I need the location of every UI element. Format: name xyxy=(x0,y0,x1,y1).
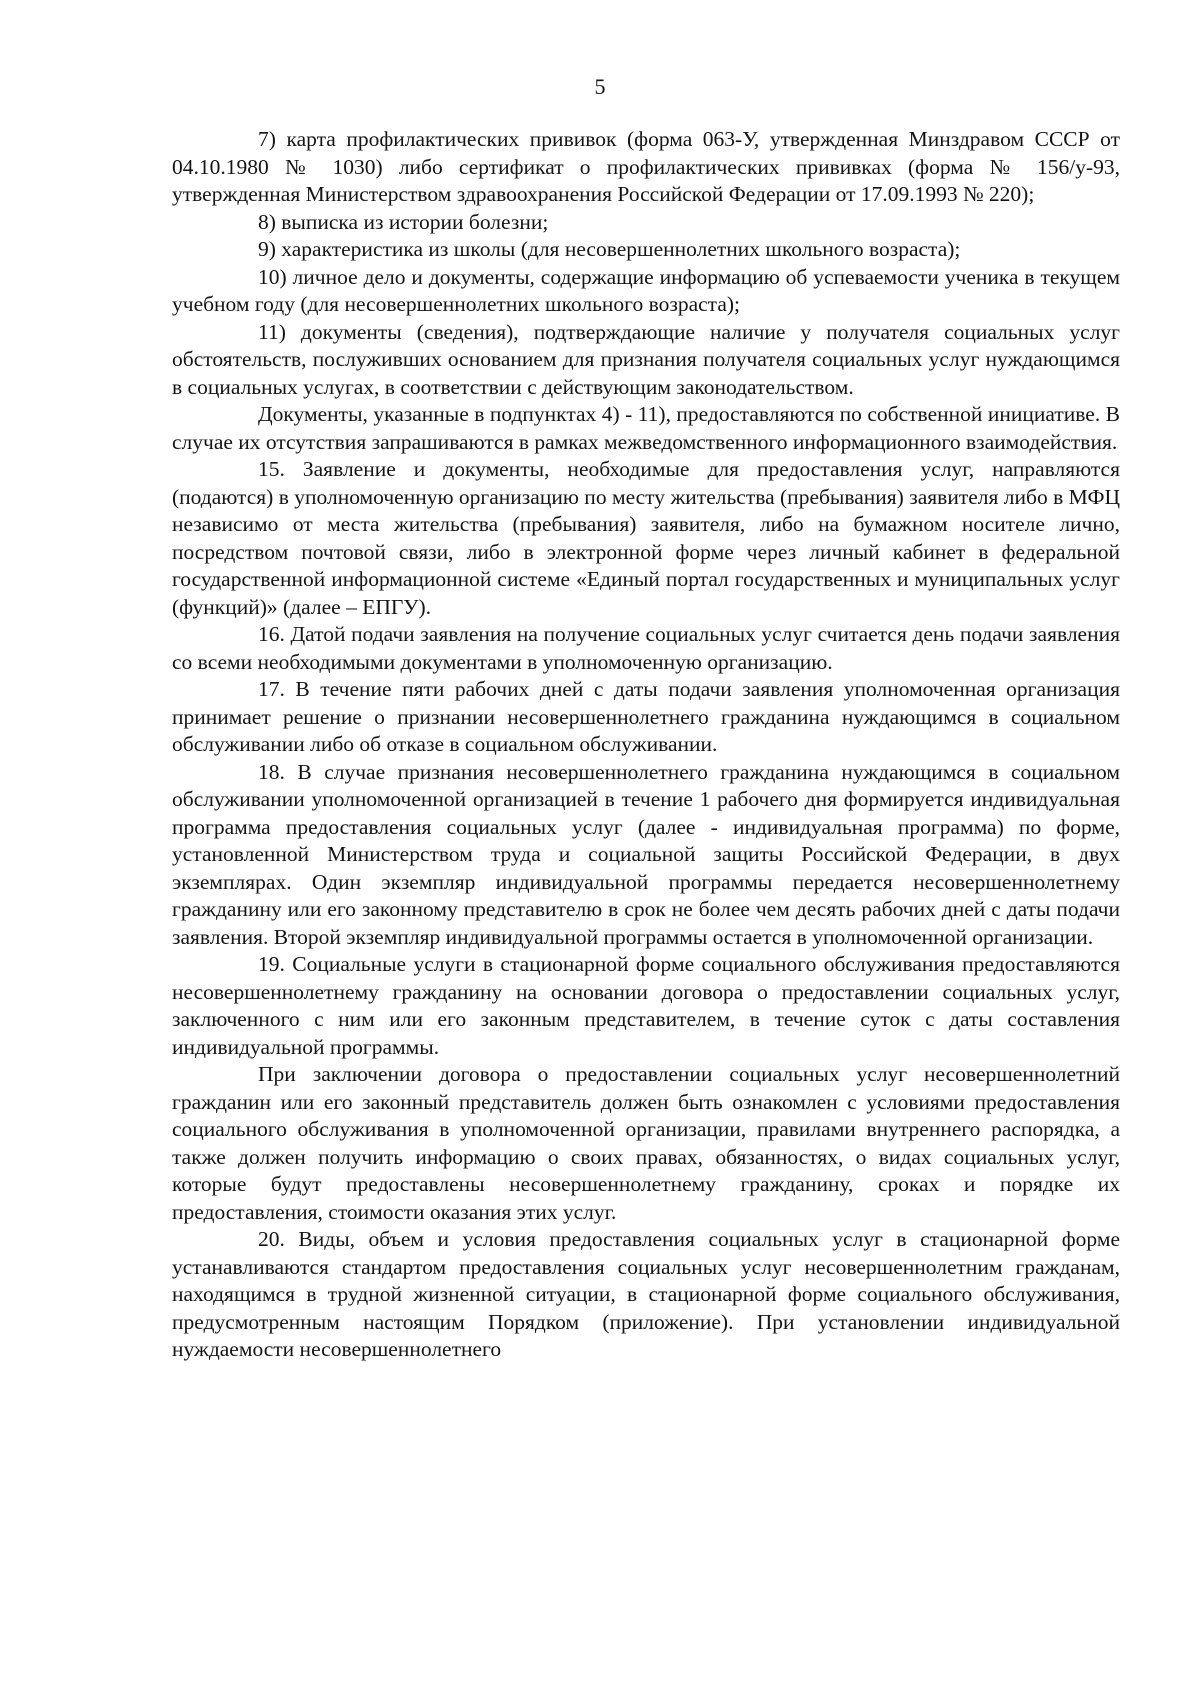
document-body xyxy=(172,126,1120,1364)
paragraph-18: 18. В случае признания несовершеннолетнего гражданина нуждающимся в социальном обслуживании уполномоченной организацией в течение 1 рабочего дня формируется индивидуальная программа предоставления социальных услуг (далее - индивидуальная программа) по форме, установленной Министерством труда и социальной защиты Российской Федерации, в двух экземплярах. Один экземпляр индивидуальной программы передается несовершеннолетнему гражданину или его законному представителю в срок не более чем десять рабочих дней с даты подачи заявления. Второй экземпляр индивидуальной программы остается в уполномоченной организации. xyxy=(172,759,1120,949)
paragraph-16: 16. Датой подачи заявления на получение социальных услуг считается день подачи заявления со всеми необходимыми документами в уполномоченную организацию. xyxy=(172,622,1120,674)
list-item-7: 7) карта профилактических прививок (форма 063-У, утвержденная Минздравом СССР от 04.10.1980 № 1030) либо сертификат о профилактических прививках (форма № 156/у-93, утвержденная Министерством здравоохранения Российской Федерации от 17.09.1993 № 220); xyxy=(172,127,1120,206)
list-item-11: 11) документы (сведения), подтверждающие наличие у получателя социальных услуг обстоятельств, послуживших основанием для признания получателя социальных услуг нуждающимся в социальных услугах, в соответствии с действующим законодательством. xyxy=(172,319,1120,399)
paragraph-19: 19. Социальные услуги в стационарной форме социального обслуживания предоставляются несовершеннолетнему гражданину на основании договора о предоставлении социальных услуг, заключенного с ним или его законным представителем, в течение суток с даты составления индивидуальной программы. xyxy=(172,952,1120,1059)
paragraph-contract: При заключении договора о предоставлении социальных услуг несовершеннолетний гражданин или его законный представитель должен быть ознакомлен с условиями предоставления социального обслуживания в уполномоченной организации, правилами внутреннего распорядка, а также должен получить информацию о своих правах, обязанностях, о видах социальных услуг, которые будут предоставлены несовершеннолетнему гражданину, сроках и порядке их предоставления, стоимости оказания этих услуг. xyxy=(172,1062,1120,1224)
paragraph-20: 20. Виды, объем и условия предоставления социальных услуг в стационарной форме устанавливаются стандартом предоставления социальных услуг несовершеннолетним гражданам, находящимся в трудной жизненной ситуации, в стационарной форме социального обслуживания, предусмотренным настоящим Порядком (приложение). При установлении индивидуальной нуждаемости несовершеннолетнего xyxy=(172,1227,1120,1361)
list-item-10: 10) личное дело и документы, содержащие информацию об успеваемости ученика в текущем учебном году (для несовершеннолетних школьного возраста); xyxy=(172,264,1120,316)
list-item-8: 8) выписка из истории болезни; xyxy=(258,209,549,234)
paragraph-documents-note: Документы, указанные в подпунктах 4) - 11), предоставляются по собственной инициативе. В случае их отсутствия запрашиваются в рамках межведомственного информационного взаимодействия. xyxy=(172,402,1120,454)
paragraph-15: 15. Заявление и документы, необходимые для предоставления услуг, направляются (подаются) в уполномоченную организацию по месту жительства (пребывания) заявителя либо в МФЦ независимо от места жительства (пребывания) заявителя, либо на бумажном носителе лично, посредством почтовой связи, либо в электронной форме через личный кабинет в федеральной государственной информационной системе «Единый портал государственных и муниципальных услуг (функций)» (далее – ЕПГУ). xyxy=(172,457,1120,619)
page-number: 5 xyxy=(594,74,606,99)
list-item-9: 9) характеристика из школы (для несовершеннолетних школьного возраста); xyxy=(258,237,961,261)
paragraph-17: 17. В течение пяти рабочих дней с даты подачи заявления уполномоченная организация принимает решение о признании несовершеннолетнего гражданина нуждающимся в социальном обслуживании либо об отказе в социальном обслуживании. xyxy=(172,677,1120,756)
